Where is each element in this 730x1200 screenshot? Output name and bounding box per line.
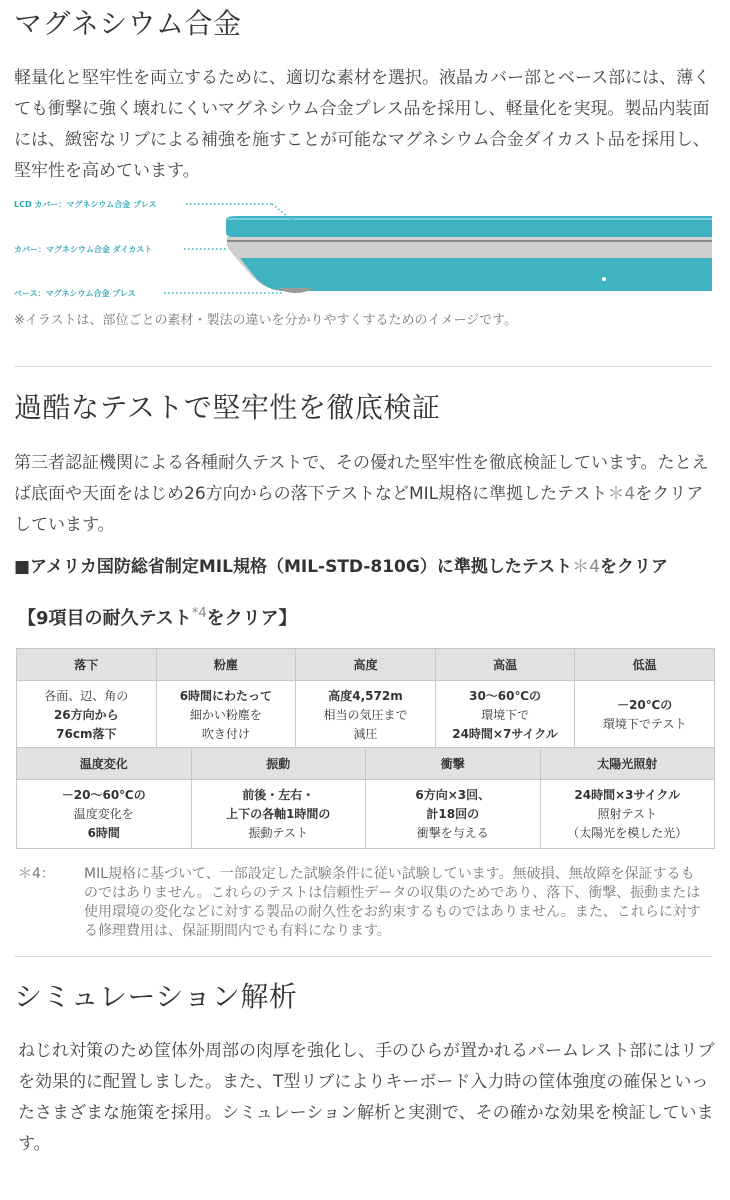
section-body-simulation: ねじれ対策のため筐体外周部の肉厚を強化し、手のひらが置かれるパームレスト部にはリブを効果的に配置しました。また、T型リブによりキーボード入力時の筐体強度の確保といったさまざまな施策を採用。シミュレーション解析と実測で、その確かな効果を検証しています。 [18,1041,715,1154]
base-screw [602,277,606,281]
section-title-simulation: シミュレーション解析 [14,980,298,1013]
label-base: ベース：マグネシウム合金 プレス [14,289,136,298]
label-cover: カバー：マグネシウム合金 ダイカスト [14,245,153,254]
label-lcd-cover: LCD カバー：マグネシウム合金 プレス [14,200,157,209]
header-vibration: 振動 [191,748,366,780]
cell-low-temp: －20℃の 環境下でテスト [575,681,715,750]
header-altitude: 高度 [296,649,436,681]
durability-table-row2 [16,747,715,849]
section-title-test: 過酷なテストで堅牢性を徹底検証 [14,391,441,424]
header-solar: 太陽光照射 [540,748,715,780]
header-drop: 落下 [17,649,157,681]
header-shock: 衝撃 [366,748,541,780]
cell-altitude: 高度4,572m 相当の気圧まで 減圧 [296,681,436,750]
section-body-test: 第三者認証機関による各種耐久テストで、その優れた堅牢性を徹底検証しています。たとえば底面や天面をはじめ26方向からの落下テストなどMIL規格に準拠したテスト＊4をクリアしています。 [14,453,709,535]
nine-test-heading: 【9項目の耐久テスト$^{*4}$をクリア】 [18,606,297,629]
header-low-temp: 低温 [575,649,715,681]
footnote-4 [18,865,708,941]
cell-vibration: 前後・左右・ 上下の各軸1時間の 振動テスト [191,780,366,849]
illustration-caption: ※イラストは、部位ごとの素材・製法の違いを分かりやすくするためのイメージです。 [14,313,518,328]
cell-solar: 24時間×3サイクル 照射テスト （太陽光を模した光） [540,780,715,849]
section-title-magnesium: マグネシウム合金 [14,7,242,40]
footnote-text: MIL規格に基づいて、一部設定した試験条件に従い試験しています。無破損、無故障を保証するものではありません。これらのテストは信頼性データの収集のためであり、落下、衝撃、振動または使用環境の変化などに対する製品の耐久性をお約束するものではありません。また、これらに対する修理費用は、保証期間内でも有料になります。 [84,866,701,939]
header-high-temp: 高温 [435,649,575,681]
durability-table-row1 [16,648,715,750]
laptop-material-illustration [14,190,714,305]
divider [14,366,712,367]
cell-high-temp: 30～60℃の 環境下で 24時間×7サイクル [435,681,575,750]
section-body-magnesium: 軽量化と堅牢性を両立するために、適切な素材を選択。液晶カバー部とベース部には、薄くても衝撃に強く壊れにくいマグネシウム合金プレス品を採用し、軽量化を実現。製品内装面には、緻密なリブによる補強を施すことが可能なマグネシウム合金ダイカスト品を採用し、堅牢性を高めています。 [14,68,711,181]
divider [14,956,712,957]
footnote-mark: ＊4： [18,866,55,882]
base-shape [240,258,712,291]
cell-dust: 6時間にわたって 細かい粉塵を 吹き付け [156,681,296,750]
mil-standard-heading: ■アメリカ国防総省制定MIL規格（MIL-STD-810G）に準拠したテスト＊4をクリア [14,557,668,577]
cell-shock: 6方向×3回、 計18回の 衝撃を与える [366,780,541,849]
header-thermal-shock: 温度変化 [17,748,192,780]
header-dust: 粉塵 [156,649,296,681]
cell-thermal-shock: －20～60℃の 温度変化を 6時間 [17,780,192,849]
cell-drop: 各面、辺、角の 26方向から 76cm落下 [17,681,157,750]
